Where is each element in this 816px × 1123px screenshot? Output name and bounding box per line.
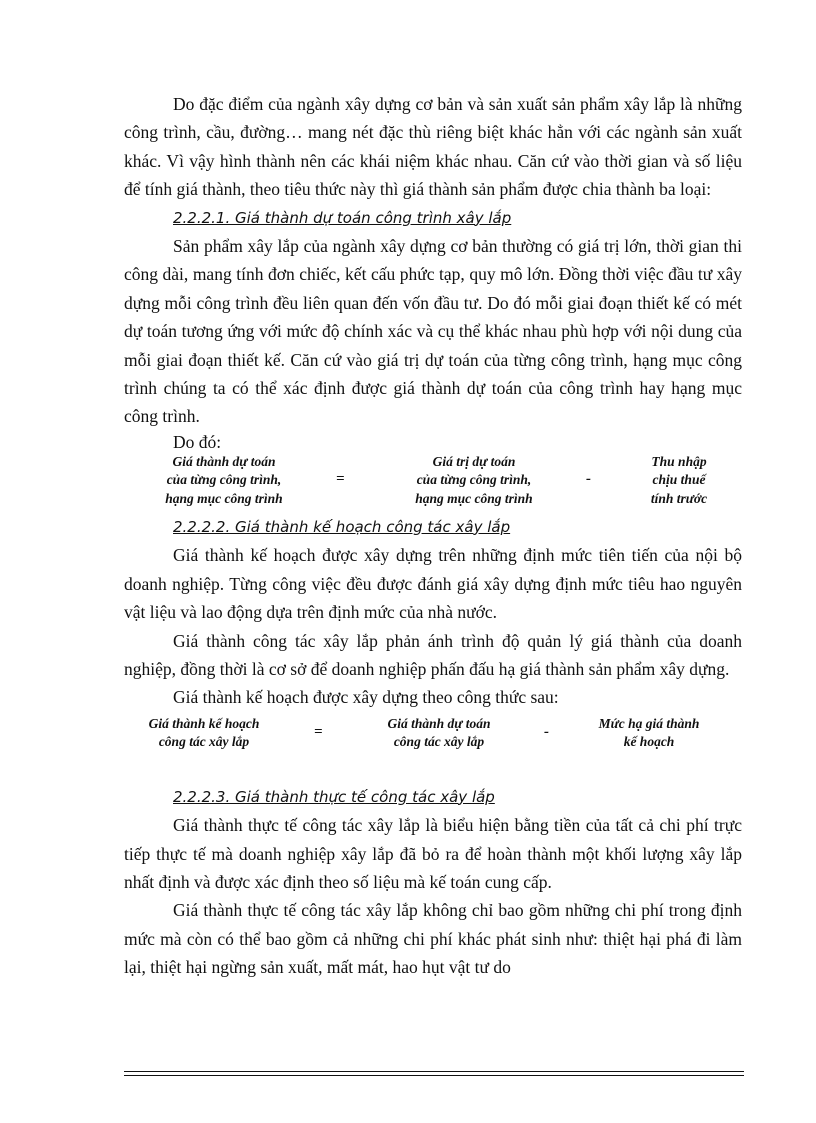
paragraph-actual-cost-detail: Giá thành thực tế công tác xây lắp không chỉ bao gồm những chi phí trong định mức mà còn có thể bao gồm cả những chi phí khác phát sinh như: thiệt hại phá đi làm lại, thiệt hại ngừng sản xuất, mất mát, hao hụt vật tư do [124,900,742,978]
formula1-left-line: Giá thành dự toán [172,453,276,469]
formula-plan-cost [124,715,742,783]
formula1-right [624,453,734,509]
paragraph-estimate-cost: Sản phẩm xây lắp của ngành xây dựng cơ bản thường có giá trị lớn, thời gian thi công dài, mang tính đơn chiếc, kết cấu phức tạp, quy mô lớn. Đồng thời việc đầu tư xây dựng mỗi công trình đều liên quan đến vốn đầu tư. Do đó mỗi giai đoạn thiết kế có mét dự toán tương ứng với mức độ chính xác và cụ thể khác nhau phù hợp với nội dung của mỗi giai đoạn thiết kế. Căn cứ vào giá trị dự toán của từng công trình, hạng mục công trình chúng ta có thể xác định được giá thành dự toán của công trình hay hạng mục công trình. [124,236,742,427]
formula1-middle [374,453,574,509]
formula1-left [124,453,324,509]
formula2-right-line: kế hoạch [623,734,675,750]
formula2-left-line: công tác xây lắp [158,734,250,750]
paragraph-actual-cost: Giá thành thực tế công tác xây lắp là biểu hiện bằng tiền của tất cả chi phí trực tiếp thực tế mà doanh nghiệp xây lắp đã bỏ ra để hoàn thành một khối lượng xây lắp nhất định và được xác định theo số liệu mà kế toán cung cấp. [124,815,742,892]
formula1-middle-line: hạng mục công trình [415,490,533,506]
formula2-left [124,715,284,752]
section-heading-2-2-2-1: 2.2.2.1. Giá thành dự toán công trình xây lắp [173,208,512,227]
formula1-right-line: chịu thuế [652,472,706,488]
footer-rule-bottom [124,1075,744,1076]
formula2-right-line: Mức hạ giá thành [598,715,700,731]
paragraph-plan-formula-intro: Giá thành kế hoạch được xây dựng theo công thức sau: [173,687,559,708]
paragraph-intro: Do đặc điểm của ngành xây dựng cơ bản và sản xuất sản phẩm xây lắp là những công trình, cầu, đường… mang nét đặc thù riêng biệt khác hẳn với các ngành sản xuất khác. Vì vậy hình thành nên các khái niệm khác nhau. Căn cứ vào thời gian và số liệu để tính giá thành, theo tiêu thức này thì giá thành sản phẩm được chia thành ba loại: [124,94,742,200]
formula2-middle-line: Giá thành dự toán [387,715,491,731]
formula1-middle-line: Giá trị dự toán [432,453,516,469]
formula1-right-line: tính trước [650,490,708,506]
section-heading-2-2-2-3: 2.2.2.3. Giá thành thực tế công tác xây lắp [173,787,495,806]
formula1-left-line: của từng công trình, [166,472,282,488]
formula2-left-line: Giá thành kế hoạch [148,715,260,731]
formula1-left-line: hạng mục công trình [165,490,283,506]
formula1-middle-line: của từng công trình, [416,472,532,488]
therefore-label: Do đó: [173,431,222,452]
paragraph-plan-cost: Giá thành kế hoạch được xây dựng trên những định mức tiên tiến của nội bộ doanh nghiệp. Từng công việc đều được đánh giá xây dựng định mức tiêu hao nguyên vật liệu và lao động dựa trên định mức của nhà nước. [124,545,742,623]
formula2-equals: = [314,723,323,740]
formula2-middle-line: công tác xây lắp [393,734,485,750]
formula1-equals: = [336,470,345,487]
formula2-minus: - [544,723,549,740]
footer-rule-top [124,1071,744,1072]
formula2-middle [354,715,524,752]
section-heading-2-2-2-2: 2.2.2.2. Giá thành kế hoạch công tác xây lắp [173,517,511,536]
formula1-minus: - [586,470,591,487]
paragraph-plan-cost-role: Giá thành công tác xây lắp phản ánh trình độ quản lý giá thành của doanh nghiệp, đồng thời là cơ sở để doanh nghiệp phấn đấu hạ giá thành sản phẩm xây dựng. [124,630,742,679]
formula1-right-line: Thu nhập [651,453,707,469]
formula2-right [574,715,724,752]
formula-estimate-cost [124,453,742,511]
document-page [124,90,742,982]
